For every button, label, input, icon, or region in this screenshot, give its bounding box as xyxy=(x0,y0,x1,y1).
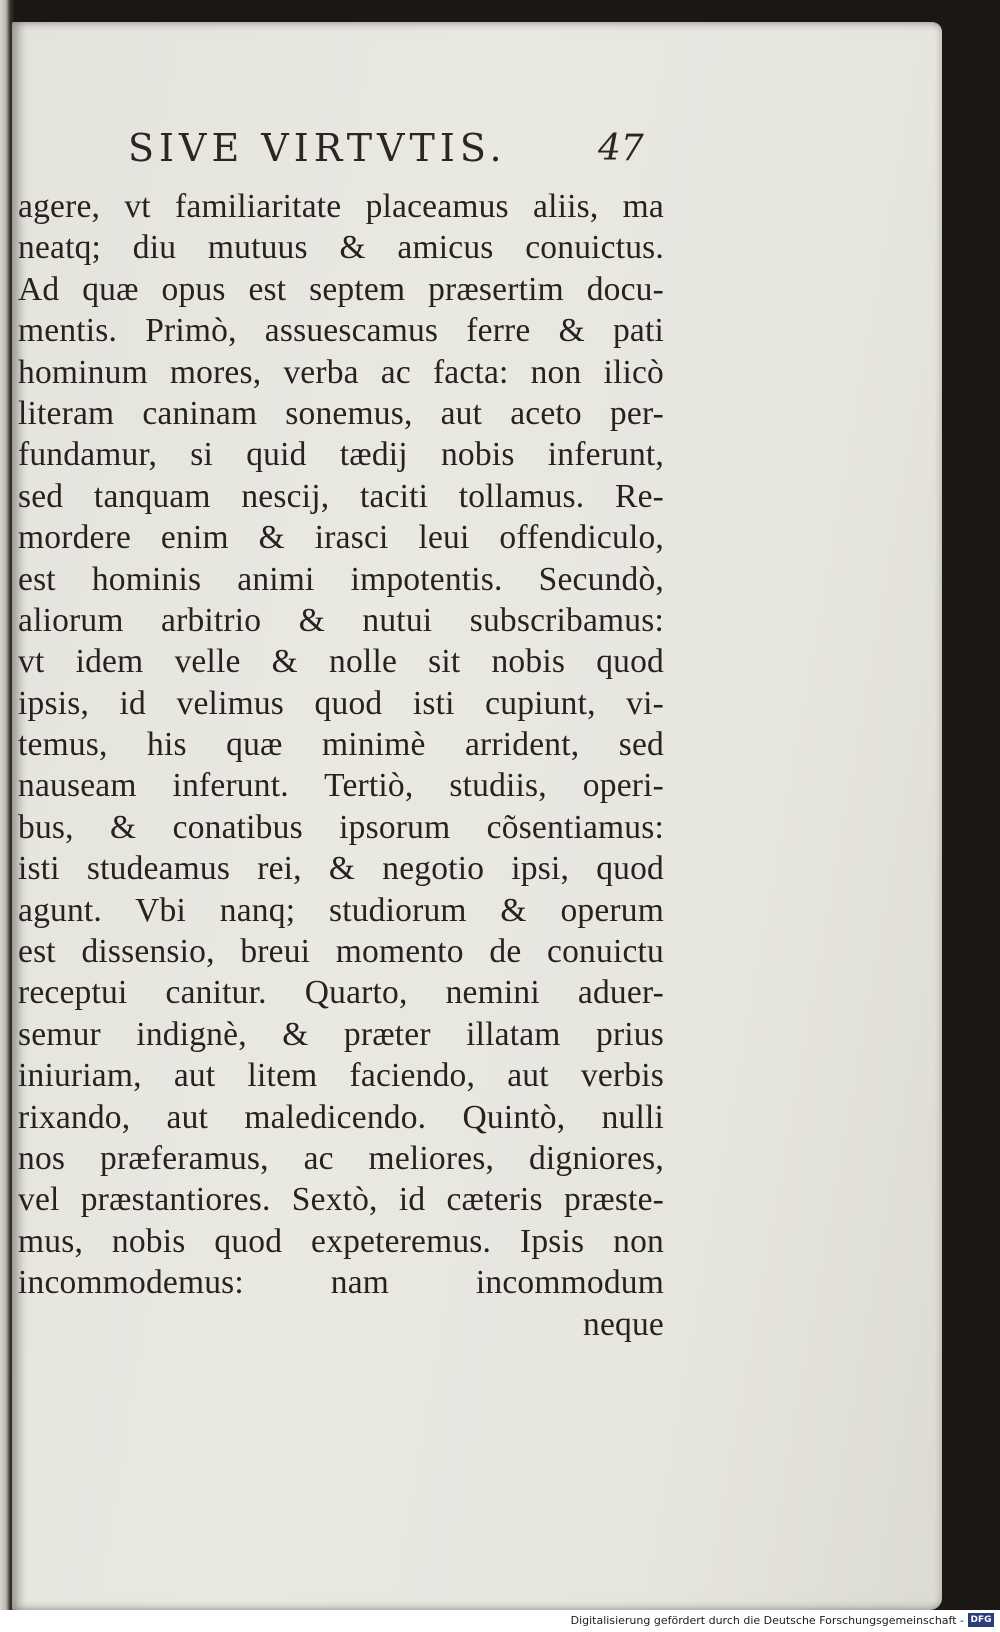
text-line: neatq; diu mutuus & amicus conuictus. xyxy=(18,229,664,267)
text-line: bus, & conatibus ipsorum cõsentiamus: xyxy=(18,808,664,846)
text-line: est dissensio, breui momento de conuictu xyxy=(18,933,664,971)
running-header xyxy=(120,126,660,176)
text-line: rixando, aut maledicendo. Quintò, nulli xyxy=(18,1098,664,1136)
digitization-footer xyxy=(0,1610,1000,1632)
page-number: 47 xyxy=(598,128,644,169)
text-line: hominum mores, verba ac facta: non ilicò xyxy=(18,353,664,391)
text-line: nauseam inferunt. Tertiò, studiis, operi- xyxy=(18,767,664,805)
text-line: agunt. Vbi nanq; studiorum & operum xyxy=(18,891,664,929)
text-line: literam caninam sonemus, aut aceto per- xyxy=(18,394,664,432)
text-line: semur indignè, & præter illatam prius xyxy=(18,1015,664,1053)
text-line: Ad quæ opus est septem præsertim docu- xyxy=(18,270,664,308)
text-line: iniuriam, aut litem faciendo, aut verbis xyxy=(18,1057,664,1095)
text-line: agere, vt familiaritate placeamus aliis, ma xyxy=(18,188,664,225)
text-line: nos præferamus, ac meliores, digniores, xyxy=(18,1139,664,1177)
text-line: vel præstantiores. Sextò, id cæteris præste- xyxy=(18,1181,664,1219)
text-line: ipsis, id velimus quod isti cupiunt, vi- xyxy=(18,684,664,722)
body-text xyxy=(18,186,664,1345)
funding-credit: Digitalisierung gefördert durch die Deutsche Forschungsgemeinschaft - xyxy=(570,1614,964,1627)
text-line: receptui canitur. Quarto, nemini aduer- xyxy=(18,974,664,1012)
text-line: fundamur, si quid tædij nobis inferunt, xyxy=(18,436,664,474)
text-line: isti studeamus rei, & negotio ipsi, quod xyxy=(18,850,664,888)
text-line: mentis. Primò, assuescamus ferre & pati xyxy=(18,312,664,350)
text-line: mus, nobis quod expeteremus. Ipsis non xyxy=(18,1222,664,1260)
text-line: incommodemus: nam incommodum xyxy=(18,1264,664,1302)
text-line: mordere enim & irasci leui offendiculo, xyxy=(18,519,664,557)
text-line: sed tanquam nescij, taciti tollamus. Re- xyxy=(18,477,664,515)
text-line: aliorum arbitrio & nutui subscribamus: xyxy=(18,601,664,639)
dfg-logo: DFG xyxy=(968,1613,994,1627)
text-line: vt idem velle & nolle sit nobis quod xyxy=(18,643,664,681)
catchword: neque xyxy=(583,1305,664,1343)
running-title: SIVE VIRTVTIS. xyxy=(128,126,507,170)
text-line: temus, his quæ minimè arrident, sed xyxy=(18,726,664,764)
text-line: est hominis animi impotentis. Secundò, xyxy=(18,560,664,598)
